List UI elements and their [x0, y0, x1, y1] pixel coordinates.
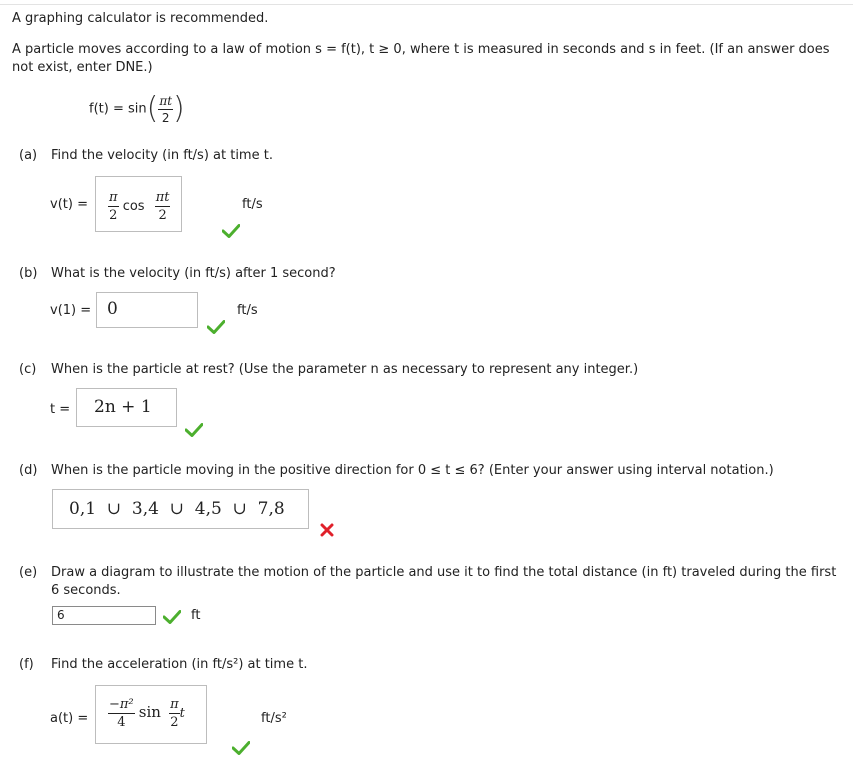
part-a-arg-denominator: 2 [158, 208, 167, 223]
part-a-unit: ft/s [242, 197, 263, 212]
part-d-label: (d) [19, 463, 38, 478]
check-icon [222, 224, 240, 238]
part-c-question: When is the particle at rest? (Use the parameter n as necessary to represent any integer.) [51, 362, 639, 377]
part-a-question: Find the velocity (in ft/s) at time t. [51, 148, 273, 163]
part-d-answer-box[interactable] [52, 489, 309, 529]
function-lhs: f(t) = sin [89, 101, 147, 117]
part-c-answer-box[interactable] [76, 388, 177, 427]
part-e-answer-input[interactable]: 6 [52, 606, 156, 625]
function-definition: f(t) = sin( $\frac{\pi t}{2}$ ) [89, 91, 185, 126]
part-f-coef-denominator: 4 [117, 715, 126, 730]
part-e-label: (e) [19, 565, 38, 580]
part-e-question-line1: Draw a diagram to illustrate the motion of the particle and use it to find the total distance (in ft) traveled during the first [51, 565, 837, 580]
part-a-answer-expression [108, 191, 170, 222]
part-f-arg-variable: t [179, 706, 185, 721]
part-d-question: When is the particle moving in the positive direction for 0 ≤ t ≤ 6? (Enter your answer using interval notation.) [51, 463, 774, 478]
part-f-question: Find the acceleration (in ft/s²) at time t. [51, 657, 308, 672]
part-f-answer-box[interactable] [95, 685, 207, 744]
part-a-func: cos [122, 199, 145, 214]
part-e-question-line2: 6 seconds. [51, 583, 121, 598]
part-f-unit: ft/s² [261, 711, 287, 726]
part-a-arg-numerator: πt [155, 190, 170, 205]
part-c-lhs: t = [50, 402, 71, 417]
part-a-answer-box[interactable] [95, 176, 182, 232]
top-divider [0, 4, 853, 5]
function-arg-numerator: πt [159, 93, 173, 108]
check-icon [232, 741, 250, 755]
part-c-label: (c) [19, 362, 37, 377]
part-b-answer: 0 [107, 299, 118, 319]
part-f-arg-numerator: π [170, 697, 179, 712]
part-e-unit: ft [191, 608, 201, 623]
part-f-answer-expression [108, 698, 185, 729]
part-f-label: (f) [19, 657, 34, 672]
part-a-lhs: v(t) = [50, 197, 88, 212]
function-arg-denominator: 2 [161, 110, 170, 125]
check-icon [207, 320, 225, 334]
part-f-arg-denominator: 2 [170, 715, 179, 730]
part-a-coef-denominator: 2 [109, 208, 118, 223]
part-b-label: (b) [19, 266, 38, 281]
part-a-label: (a) [19, 148, 38, 163]
x-icon [320, 523, 334, 537]
part-f-lhs: a(t) = [50, 711, 89, 726]
part-b-answer-box[interactable] [96, 292, 198, 328]
problem-text-line2: not exist, enter DNE.) [12, 60, 153, 75]
part-a-coef-numerator: π [109, 190, 118, 205]
part-b-lhs: v(1) = [50, 303, 92, 318]
part-f-func: sin [138, 703, 161, 721]
problem-text-line1: A particle moves according to a law of motion s = f(t), t ≥ 0, where t is measured in seconds and s in feet. (If an answer does [12, 42, 830, 57]
check-icon [185, 423, 203, 437]
part-f-coef-numerator: −π² [109, 697, 134, 712]
check-icon [163, 610, 181, 624]
part-d-answer: 0,1 ∪ 3,4 ∪ 4,5 ∪ 7,8 [69, 499, 285, 519]
part-b-question: What is the velocity (in ft/s) after 1 second? [51, 266, 336, 281]
calculator-note: A graphing calculator is recommended. [12, 11, 269, 26]
part-c-answer: 2n + 1 [94, 397, 152, 417]
part-b-unit: ft/s [237, 303, 258, 318]
